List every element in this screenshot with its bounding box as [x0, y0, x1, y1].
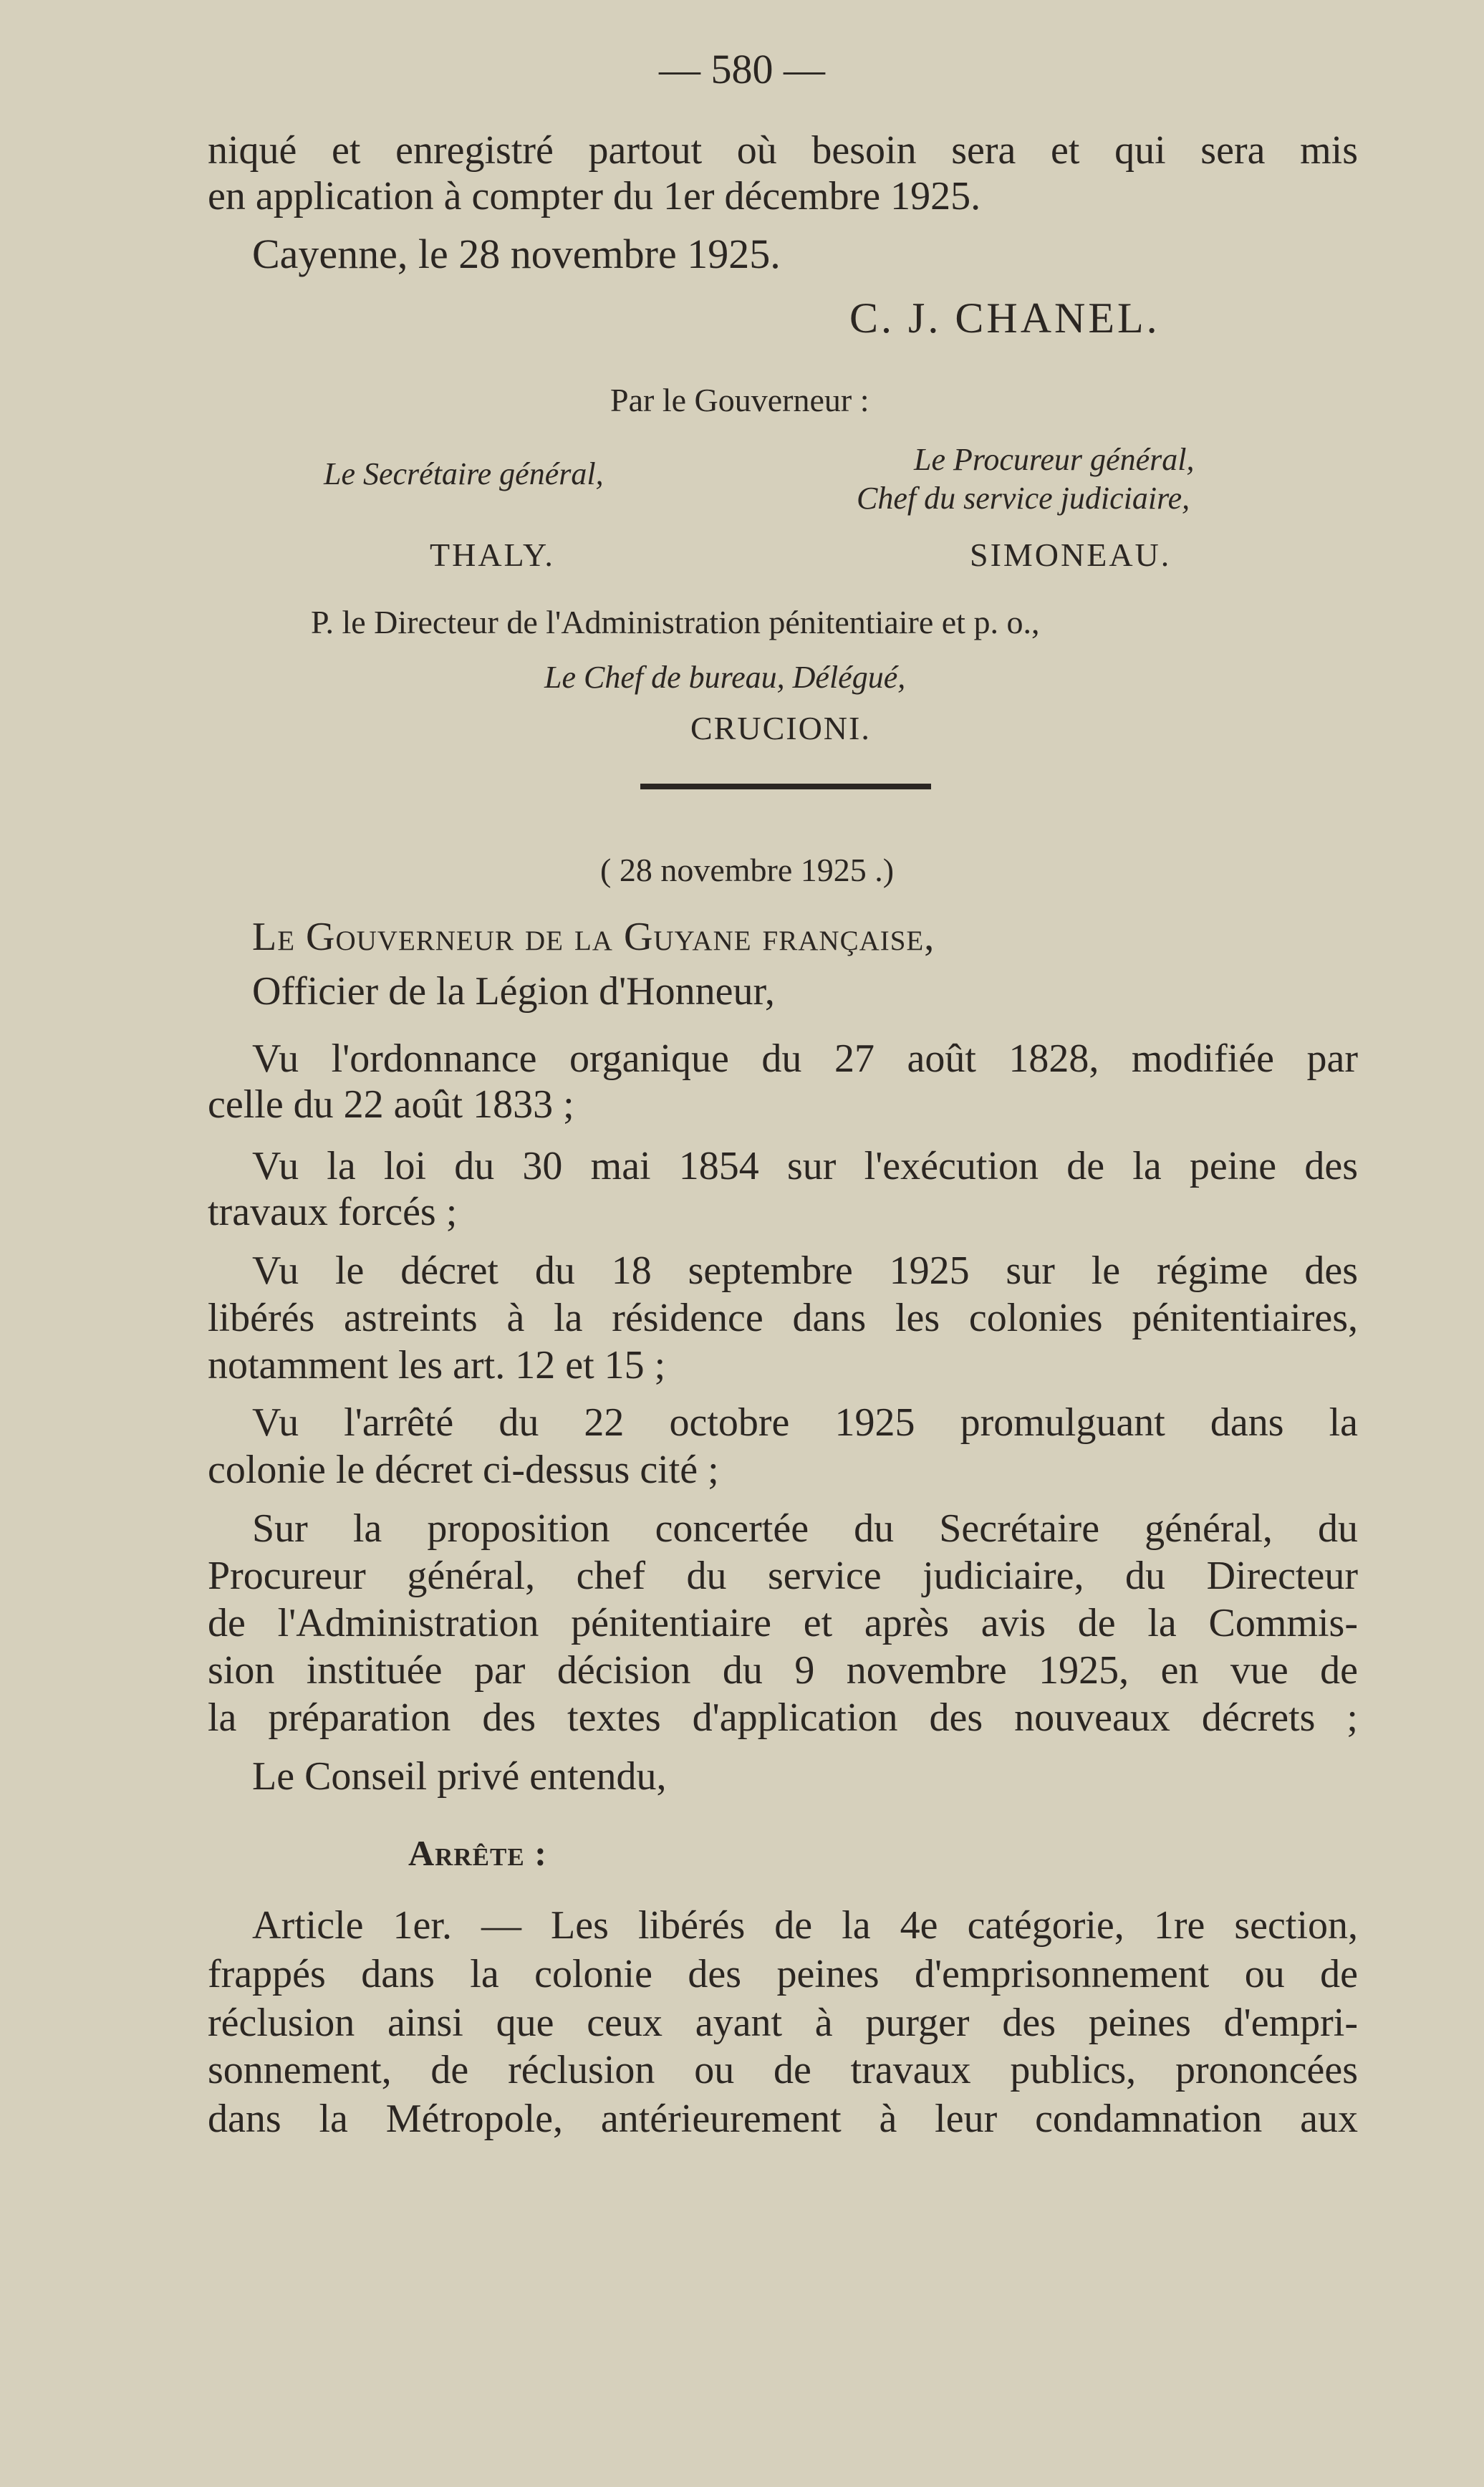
considerant-line: colonie le décret ci-dessus cité ; — [208, 1448, 719, 1492]
signatory-name: C. J. CHANEL. — [849, 294, 1160, 342]
considerant-line: Vu l'arrêté du 22 octobre 1925 promulguant dans la — [252, 1400, 1358, 1445]
arrete-heading: Arrête : — [408, 1833, 547, 1873]
considerant-line: libérés astreints à la résidence dans les colonies pénitentiaires, — [208, 1296, 1358, 1340]
place-date: Cayenne, le 28 novembre 1925. — [252, 231, 781, 277]
page-number: — 580 — — [659, 46, 825, 92]
considerant-line: Vu le décret du 18 septembre 1925 sur le régime des — [252, 1249, 1358, 1293]
conseil-line: Le Conseil privé entendu, — [252, 1754, 667, 1799]
procureur-name: SIMONEAU. — [970, 537, 1172, 573]
chef-bureau-title: Le Chef de bureau, Délégué, — [544, 660, 906, 695]
procureur-title: Le Procureur général, — [914, 442, 1195, 477]
considerant-line: Vu la loi du 30 mai 1854 sur l'exécution de la peine des — [252, 1144, 1358, 1188]
preceding-text-line: en application à compter du 1er décembre 1925. — [208, 174, 981, 218]
considerant-line: celle du 22 août 1833 ; — [208, 1082, 574, 1127]
article-line: frappés dans la colonie des peines d'emprisonnement ou de — [208, 1952, 1358, 1996]
section-divider — [640, 784, 931, 789]
procureur-subtitle: Chef du service judiciaire, — [857, 481, 1190, 516]
considerant-line: travaux forcés ; — [208, 1190, 458, 1234]
considerant-line: notamment les art. 12 et 15 ; — [208, 1343, 666, 1387]
considerant-line: la préparation des textes d'application des nouveaux décrets ; — [208, 1695, 1358, 1740]
considerant-line: sion instituée par décision du 9 novembre 1925, en vue de — [208, 1648, 1358, 1693]
directeur-line: P. le Directeur de l'Administration pénitentiaire et p. o., — [311, 604, 1040, 640]
article-line: Article 1er. — Les libérés de la 4e catégorie, 1re section, — [252, 1903, 1358, 1948]
chef-bureau-name: CRUCIONI. — [690, 710, 871, 746]
article-line: réclusion ainsi que ceux ayant à purger des peines d'empri- — [208, 2001, 1358, 2045]
considerant-line: Procureur général, chef du service judiciaire, du Directeur — [208, 1554, 1358, 1598]
secretaire-title: Le Secrétaire général, — [324, 456, 604, 491]
considerant-line: de l'Administration pénitentiaire et après avis de la Commis- — [208, 1601, 1358, 1645]
act-date: ( 28 novembre 1925 .) — [600, 852, 895, 888]
article-line: dans la Métropole, antérieurement à leur condamnation aux — [208, 2097, 1358, 2141]
par-le-gouverneur: Par le Gouverneur : — [610, 382, 869, 418]
considerant-line: Sur la proposition concertée du Secrétaire général, du — [252, 1506, 1358, 1551]
legion-line: Officier de la Légion d'Honneur, — [252, 969, 775, 1014]
secretaire-name: THALY. — [430, 537, 555, 573]
preceding-text-line: niqué et enregistré partout où besoin sera et qui sera mis — [208, 128, 1358, 173]
gouverneur-title: Le Gouverneur de la Guyane française, — [252, 915, 935, 959]
article-line: sonnement, de réclusion ou de travaux publics, prononcées — [208, 2048, 1358, 2092]
considerant-line: Vu l'ordonnance organique du 27 août 1828, modifiée par — [252, 1036, 1358, 1081]
